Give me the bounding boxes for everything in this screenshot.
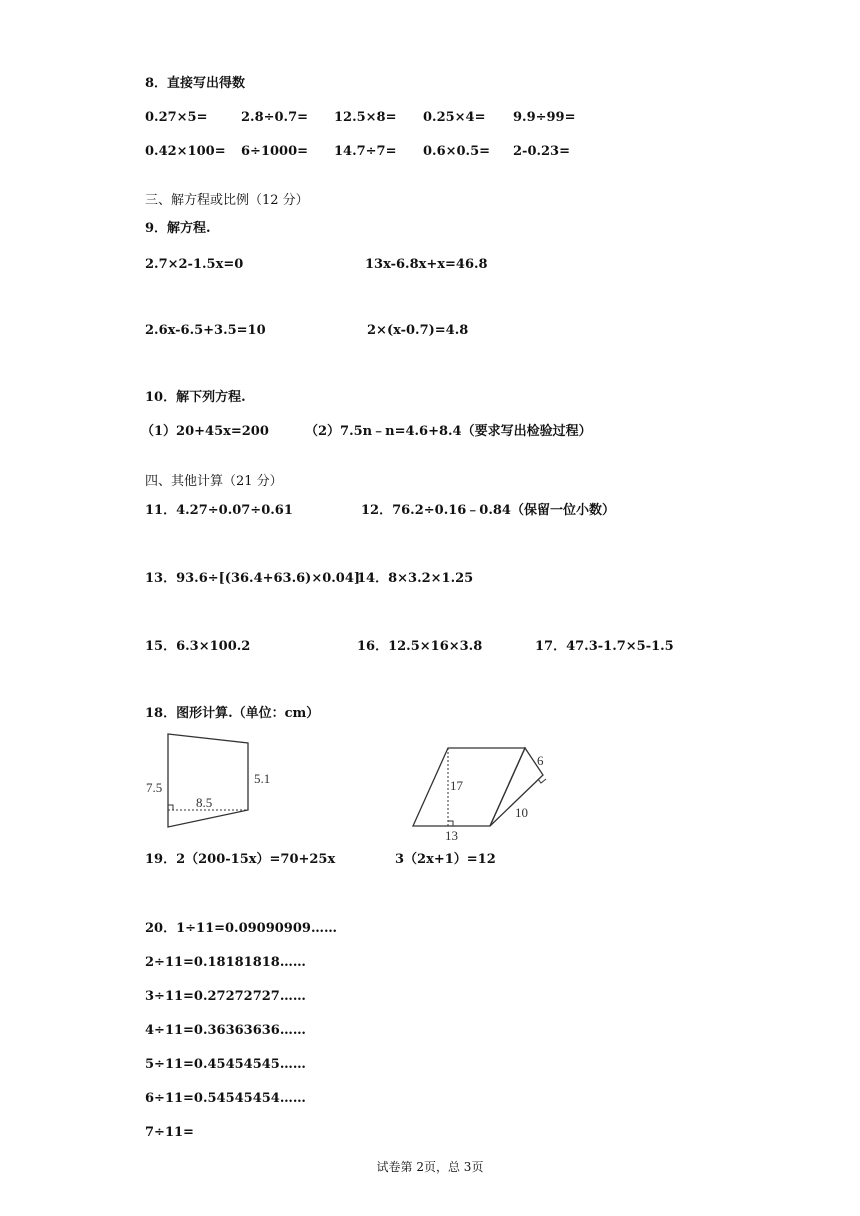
q10-equation-2: （2）7.5n﹣n=4.6+8.4（要求写出检验过程）: [305, 424, 592, 439]
q19-equation-2: 3（2x+1）=12: [395, 852, 496, 867]
q17: 17．47.3-1.7×5-1.5: [535, 639, 674, 654]
q18-title: 18．图形计算.（单位：cm）: [145, 706, 320, 721]
q19-equation-1: 19．2（200-15x）=70+25x: [145, 852, 336, 867]
trapezoid-figure: [140, 725, 280, 835]
page-footer: 试卷第 2页，总 3页: [376, 1160, 484, 1174]
q8-item: 0.27×5=: [145, 110, 208, 125]
section-3-title: 三、解方程或比例（12 分）: [145, 193, 309, 208]
triangle-side-label: 10: [515, 805, 528, 820]
q9-equation: 2.6x-6.5+3.5=10: [145, 323, 266, 338]
q20-line: 6÷11=0.54545454……: [145, 1091, 306, 1106]
right-angle-mark: [448, 821, 453, 826]
q8-item: 9.9÷99=: [513, 110, 576, 125]
q20-line: 4÷11=0.36363636……: [145, 1023, 306, 1038]
q9-title: 9．解方程.: [145, 221, 211, 236]
q12: 12．76.2÷0.16﹣0.84（保留一位小数）: [361, 503, 615, 518]
q20-line: 20．1÷11=0.09090909……: [145, 921, 337, 936]
q8-title: 8．直接写出得数: [145, 76, 246, 91]
right-angle-mark: [168, 805, 173, 810]
section-4-title: 四、其他计算（21 分）: [145, 474, 283, 489]
q20-line: 7÷11=: [145, 1125, 194, 1140]
trapezoid-right-label: 5.1: [254, 771, 271, 786]
q8-item: 0.25×4=: [423, 110, 486, 125]
triangle-height-label: 6: [537, 753, 544, 768]
q13: 13．93.6÷[(36.4+63.6)×0.04]: [145, 571, 361, 586]
q20-line: 3÷11=0.27272727……: [145, 989, 306, 1004]
q20-line: 5÷11=0.45454545……: [145, 1057, 306, 1072]
q10-equation-1: （1）20+45x=200: [141, 424, 269, 439]
q9-equation: 2×(x-0.7)=4.8: [367, 323, 469, 338]
q8-item: 12.5×8=: [334, 110, 397, 125]
trapezoid-bottom-label: 8.5: [196, 795, 213, 810]
q8-item: 14.7÷7=: [334, 144, 397, 159]
trapezoid-shape: [168, 734, 248, 827]
q11: 11．4.27÷0.07÷0.61: [145, 503, 293, 518]
q20-line: 2÷11=0.18181818……: [145, 955, 306, 970]
q16: 16．12.5×16×3.8: [357, 639, 483, 654]
q15: 15．6.3×100.2: [145, 639, 251, 654]
right-angle-mark: [538, 779, 546, 783]
q9-equation: 13x-6.8x+x=46.8: [365, 257, 488, 272]
q8-item: 2.8÷0.7=: [241, 110, 309, 125]
q9-equation: 2.7×2-1.5x=0: [145, 257, 244, 272]
q14: 14．8×3.2×1.25: [357, 571, 474, 586]
q8-item: 0.6×0.5=: [423, 144, 491, 159]
q10-title: 10．解下列方程.: [145, 390, 246, 405]
q8-item: 6÷1000=: [241, 144, 309, 159]
parallelogram-base-label: 13: [445, 828, 458, 843]
q8-item: 0.42×100=: [145, 144, 226, 159]
parallelogram-triangle-figure: [405, 740, 555, 845]
q8-item: 2-0.23=: [513, 144, 570, 159]
trapezoid-left-label: 7.5: [146, 780, 163, 795]
parallelogram-height-label: 17: [450, 778, 463, 793]
